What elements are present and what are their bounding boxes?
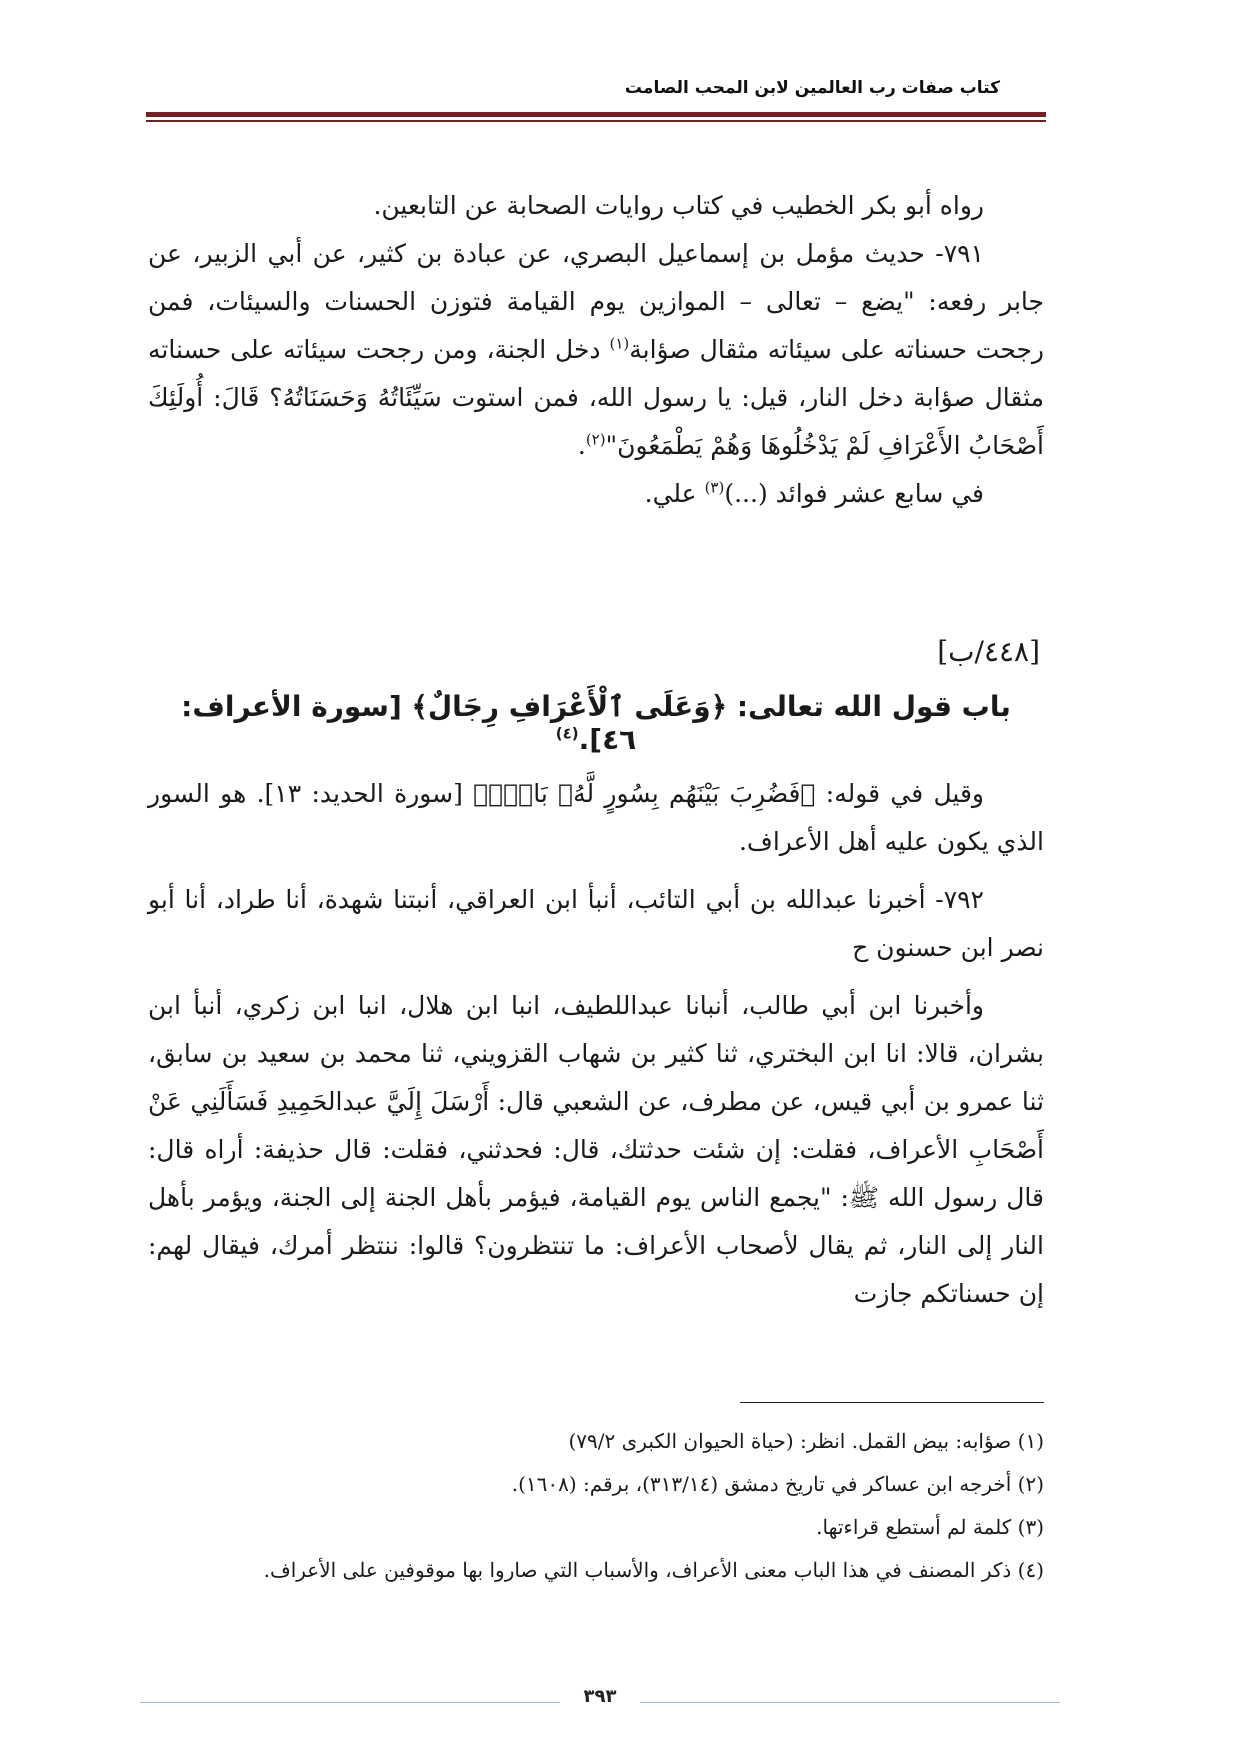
footnote-ref-4: (٤) — [555, 724, 579, 743]
chapter-heading — [148, 690, 1044, 756]
header-rule-thin — [146, 120, 1046, 122]
paragraph-source — [148, 470, 1044, 518]
footnotes — [184, 1420, 1044, 1592]
footnote-ref-2: (٢) — [585, 430, 606, 449]
paragraph-sur: وقيل في قوله: ﴿فَضُرِبَ بَيْنَهُم بِسُورٍ لَّهُۥ بَابٌۢ﴾ [سورة الحديد: ١٣]. هو السور الذي يكون عليه أهل الأعراف. — [148, 779, 1044, 856]
running-header: كتاب صفات رب العالمين لابن المحب الصامت — [624, 78, 1000, 98]
paragraph-narration: رواه أبو بكر الخطيب في كتاب روايات الصحابة عن التابعين. — [373, 191, 984, 220]
hadith-791-text-a: ٧٩١- حديث مؤمل بن إسماعيل البصري، عن عبادة بن كثير، عن أبي الزبير، عن جابر رفعه: "يضع – تعالى – الموازين يوم القيامة فتوزن الحسنات والسيئات، فمن رجحت حسناته على سيئاته مثقال صؤابة — [148, 239, 1044, 364]
footnote-4: (٤) ذكر المصنف في هذا الباب معنى الأعراف، والأسباب التي صاروا بها موقوفين على الأعراف. — [263, 1558, 1044, 1582]
paragraph-chain: وأخبرنا ابن أبي طالب، أنبانا عبداللطيف، انبا ابن هلال، انبا ابن زكري، أنبأ ابن بشران، قالا: انا ابن البختري، ثنا كثير بن شهاب القزويني، ثنا محمد بن سعيد بن سابق، ثنا عمرو بن أبي قيس، عن مطرف، عن الشعبي قال: أَرْسَلَ إِلَيَّ عبدالحَمِيدِ فَسَأَلَنِي عَنْ أَصْحَابِ الأعراف، فقلت: إن شئت حدثتك، قال: فحدثني، فقلت: قال حذيفة: أراه قال: قال رسول الله ﷺ: "يجمع الناس يوم القيامة، فيؤمر بأهل الجنة إلى الجنة، ويؤمر بأهل النار إلى النار، ثم يقال لأصحاب الأعراف: ما تنتظرون؟ قالوا: ننتظر أمرك، فيقال لهم: إن حسناتكم جازت — [148, 991, 1044, 1308]
footnote-3: (٣) كلمة لم أستطع قراءتها. — [816, 1515, 1044, 1539]
footnote-separator — [740, 1402, 1044, 1403]
main-text-top — [148, 182, 1044, 518]
source-text-a: في سابع عشر فوائد (...) — [724, 479, 984, 508]
main-text-bottom — [148, 770, 1044, 1328]
footer-rule-left — [140, 1702, 560, 1703]
footnote-1: (١) صؤابه: بيض القمل. انظر: (حياة الحيوان الكبرى ٧٩/٢) — [568, 1429, 1044, 1453]
hadith-791-text-b: دخل الجنة، ومن رجحت سيئاته على حسناته مثقال صؤابة دخل النار، قيل: يا رسول الله، فمن استوت سَيِّئَاتُهُ وَحَسَنَاتُهُ؟ قَالَ: أُولَئِكَ أَصْحَابُ الأَعْرَافِ لَمْ يَدْخُلُوهَا وَهُمْ يَطْمَعُونَ" — [148, 335, 1045, 460]
page-number: ٣٩٣ — [583, 1686, 617, 1707]
paragraph-hadith-792: ٧٩٢- أخبرنا عبدالله بن أبي التائب، أنبأ ابن العراقي، أنبتنا شهدة، أنا طراد، أنا أبو نصر ابن حسنون ح — [148, 885, 1044, 962]
footnote-2: (٢) أخرجه ابن عساكر في تاريخ دمشق (٣١٣/١٤)، برقم: (١٦٠٨). — [511, 1472, 1044, 1496]
header-rule-thick — [146, 112, 1046, 117]
chapter-heading-text: باب قول الله تعالى: ﴿وَعَلَى ٱلْأَعْرَافِ رِجَالٌ﴾ [سورة الأعراف: ٤٦]. — [181, 690, 1011, 756]
source-text-b: علي. — [644, 479, 705, 508]
footnote-ref-1: (١) — [609, 334, 630, 353]
paragraph-hadith-791 — [148, 230, 1044, 470]
hadith-791-end: . — [577, 431, 586, 460]
manuscript-page-ref: [٤٤٨/ب] — [937, 635, 1040, 668]
footer-rule-right — [640, 1702, 1060, 1703]
footnote-ref-3: (٣) — [704, 478, 725, 497]
